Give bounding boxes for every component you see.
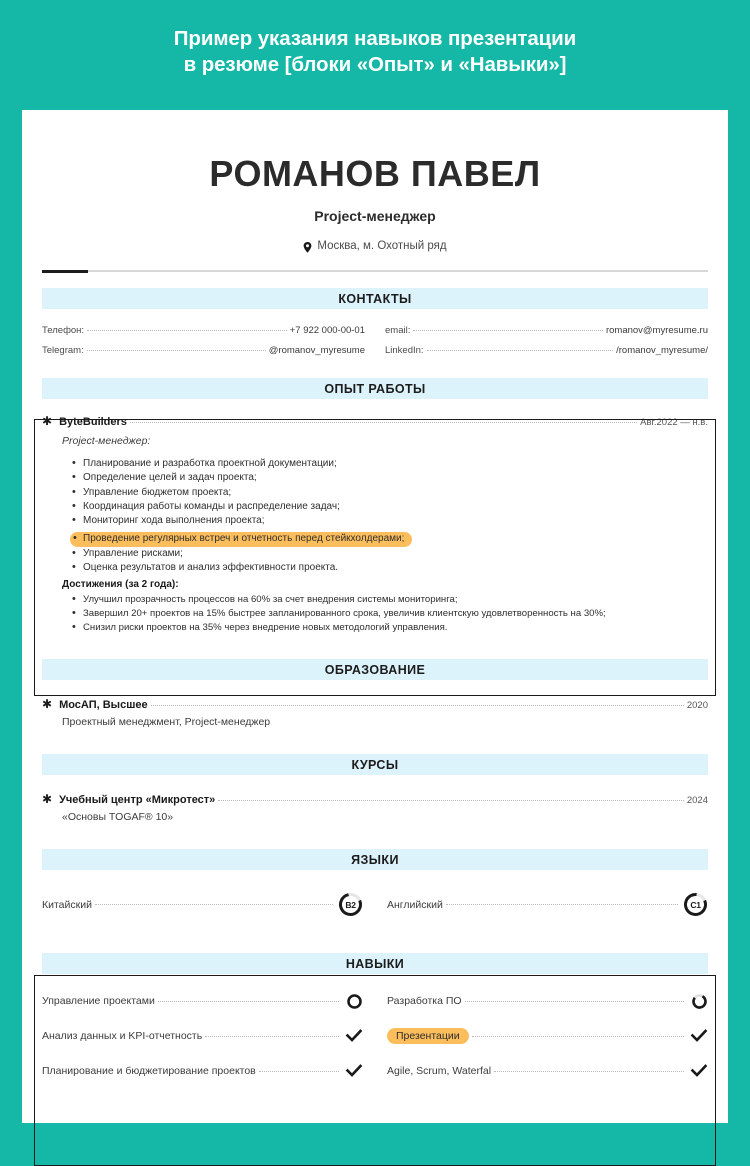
achievements-list — [72, 593, 708, 635]
section-title-contacts: КОНТАКТЫ — [338, 291, 412, 306]
skill-name: Разработка ПО — [387, 995, 462, 1008]
duty-item: • Мониторинг хода выполнения проекта; — [72, 514, 708, 528]
contact-value[interactable]: romanov@myresume.ru — [605, 325, 708, 336]
section-title-skills: НАВЫКИ — [345, 956, 405, 971]
skill-row — [387, 992, 708, 1010]
education-year: 2020 — [686, 700, 708, 712]
courses-institution: Учебный центр «Микротест» — [59, 794, 216, 807]
section-title-education: ОБРАЗОВАНИЕ — [324, 662, 426, 677]
section-header-courses — [42, 754, 708, 775]
leader-dots — [205, 1036, 339, 1037]
duty-item: • Координация работы команды и распределение задач; — [72, 500, 708, 514]
achievement-item: • Улучшил прозрачность процессов на 60% за счет внедрения системы мониторинга; — [72, 593, 708, 607]
asterisk-icon: ✱ — [42, 792, 53, 807]
education-entry — [42, 698, 708, 728]
skill-name: Agile, Scrum, Waterfal — [387, 1065, 492, 1078]
contact-value[interactable]: /romanov_myresume/ — [616, 345, 708, 356]
skill-row — [387, 1062, 708, 1080]
language-name: Китайский — [42, 898, 92, 911]
education-detail: Проектный менеджмент, Project-менеджер — [62, 716, 271, 729]
contact-label: LinkedIn: — [385, 345, 424, 356]
section-title-languages: ЯЗЫКИ — [351, 852, 399, 867]
language-level-label: B2 — [345, 899, 356, 910]
achievement-item: • Снизил риски проектов на 35% через внедрение новых методологий управления. — [72, 621, 708, 635]
language-level-label: C1 — [690, 899, 701, 910]
map-pin-icon — [303, 242, 311, 250]
circle-icon — [345, 992, 363, 1010]
experience-company: ByteBuilders — [59, 416, 127, 428]
duty-item: • Управление бюджетом проекта; — [72, 486, 708, 500]
language-level-ring — [683, 892, 708, 917]
experience-company-line — [42, 415, 708, 428]
courses-entry — [42, 793, 708, 823]
skills-grid — [42, 992, 708, 1080]
section-header-education — [42, 659, 708, 680]
leader-dots — [446, 904, 678, 905]
skill-row — [42, 992, 363, 1010]
leader-dots — [218, 800, 684, 801]
leader-dots — [465, 1001, 684, 1002]
section-header-languages — [42, 849, 708, 870]
leader-dots — [259, 1071, 339, 1072]
achievement-item: • Завершил 20+ проектов на 15% быстрее запланированного срока, увеличив клиентскую удовлетворенность на 30%; — [72, 607, 708, 621]
leader-dots — [95, 904, 333, 905]
banner-title-line-1: Пример указания навыков презентации — [173, 27, 577, 50]
education-institution-line — [42, 698, 708, 711]
contacts-grid — [42, 325, 708, 356]
banner-title-line-2: в резюме [блоки «Опыт» и «Навыки»] — [183, 53, 567, 76]
duty-item: • Управление рисками; — [72, 547, 708, 561]
courses-detail: «Основы TOGAF® 10» — [62, 811, 174, 824]
contact-row-email — [385, 325, 708, 336]
skill-name: Планирование и бюджетирование проектов — [42, 1065, 256, 1078]
check-icon — [690, 1027, 708, 1045]
experience-position: Project-менеджер: — [62, 435, 151, 447]
leader-dots — [87, 330, 287, 331]
resume-page — [22, 110, 728, 1123]
contact-row-phone — [42, 325, 365, 336]
language-level-ring — [338, 892, 363, 917]
skill-row — [42, 1062, 363, 1080]
check-icon — [345, 1062, 363, 1080]
contact-value[interactable]: +7 922 000-00-01 — [289, 325, 365, 336]
candidate-location — [22, 240, 728, 252]
language-row-chinese — [42, 892, 363, 917]
asterisk-icon: ✱ — [42, 697, 53, 712]
section-header-contacts — [42, 288, 708, 309]
leader-dots — [130, 422, 637, 423]
languages-grid — [42, 892, 708, 917]
leader-dots — [413, 330, 603, 331]
candidate-name: РОМАНОВ ПАВЕЛ — [209, 153, 541, 194]
duty-item: • Планирование и разработка проектной документации; — [72, 457, 708, 471]
contact-label: Телефон: — [42, 325, 85, 336]
courses-institution-line — [42, 793, 708, 806]
duty-item: • Определение целей и задач проекта; — [72, 471, 708, 485]
leader-dots — [472, 1036, 684, 1037]
duty-item: • Оценка результатов и анализ эффективности проекта. — [72, 561, 708, 575]
leader-dots — [151, 705, 684, 706]
skill-name: Управление проектами — [42, 995, 155, 1008]
contact-label: email: — [385, 325, 411, 336]
skill-name-highlighted: Презентации — [387, 1028, 469, 1044]
language-row-english — [387, 892, 708, 917]
leader-dots — [494, 1071, 684, 1072]
section-title-experience: ОПЫТ РАБОТЫ — [324, 381, 426, 396]
duty-item-highlighted: • Проведение регулярных встреч и отчетность перед стейкхолдерами; — [70, 532, 412, 546]
courses-year: 2024 — [686, 795, 708, 807]
section-header-skills — [42, 953, 708, 974]
language-name: Английский — [387, 898, 443, 911]
contact-row-linkedin — [385, 345, 708, 356]
circle-partial-icon — [690, 992, 708, 1010]
education-institution: МосАП, Высшее — [59, 699, 148, 712]
leader-dots — [158, 1001, 339, 1002]
asterisk-icon: ✱ — [42, 414, 53, 428]
section-title-courses: КУРСЫ — [351, 757, 399, 772]
skill-row — [42, 1027, 363, 1045]
check-icon — [345, 1027, 363, 1045]
page-banner — [0, 0, 750, 78]
contact-value[interactable]: @romanov_myresume — [268, 345, 365, 356]
header-divider — [42, 270, 708, 272]
skill-row-highlighted — [387, 1027, 708, 1045]
check-icon — [690, 1062, 708, 1080]
contact-label: Telegram: — [42, 345, 84, 356]
section-header-experience — [42, 378, 708, 399]
contact-row-telegram — [42, 345, 365, 356]
experience-entry — [42, 415, 708, 635]
skill-name: Анализ данных и KPI-отчетность — [42, 1030, 203, 1043]
candidate-role: Project-менеджер — [314, 208, 436, 224]
achievements-title: Достижения (за 2 года): — [62, 579, 179, 591]
experience-duties-list — [72, 457, 708, 575]
leader-dots — [87, 350, 266, 351]
location-text: Москва, м. Охотный ряд — [317, 240, 447, 252]
experience-dates: Авг.2022 — н.в. — [640, 417, 708, 428]
leader-dots — [427, 350, 614, 351]
